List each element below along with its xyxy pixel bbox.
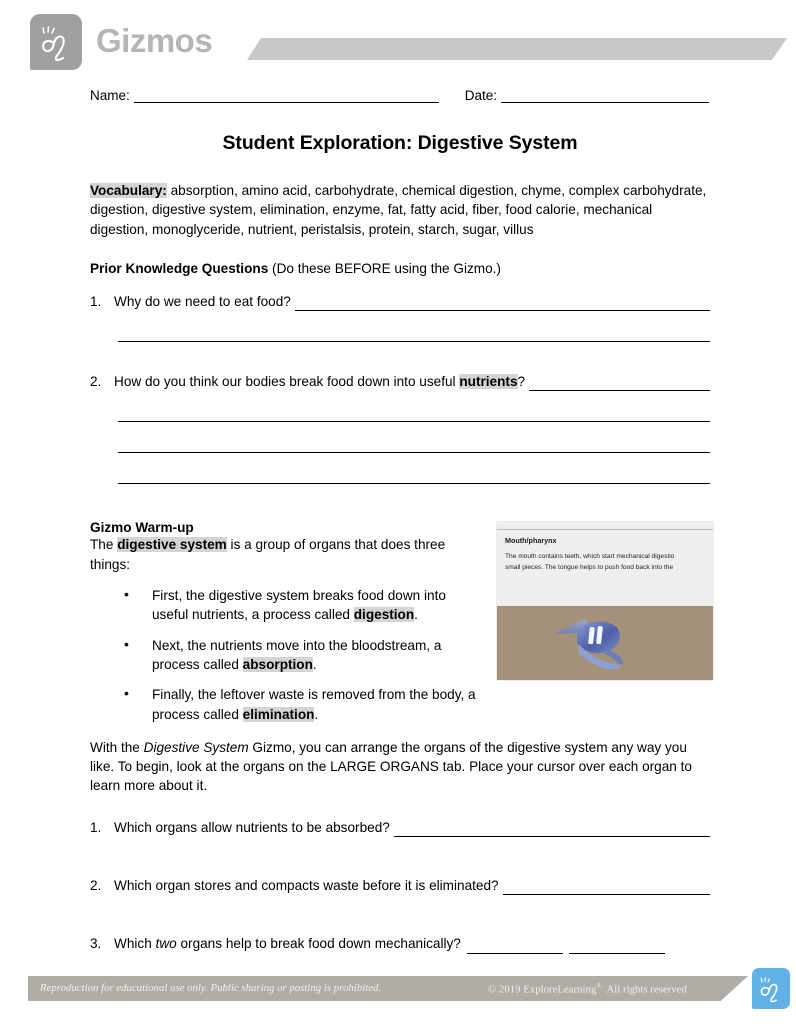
bullet-pre: Finally, the leftover waste is removed from the body, a process called <box>152 687 476 722</box>
organ-tooltip <box>497 530 713 606</box>
pk-question-1 <box>90 292 710 311</box>
page-footer <box>0 966 796 1010</box>
answer-line[interactable] <box>529 375 710 391</box>
bullet-post: . <box>312 656 317 672</box>
explorelearning-logo-icon <box>30 14 82 70</box>
highlighted-term: digestion <box>353 607 415 623</box>
organ-questions-section <box>90 818 710 954</box>
question-text-post: ? <box>517 374 526 390</box>
instructions-post: Gizmo, you can arrange the organs of the digestive system any way you like. To begin, look at the organs on the LARGE ORGANS tab. Place your cursor over each organ to learn more about it. <box>90 739 692 794</box>
warmup-text-column <box>90 520 482 723</box>
question-number: 2. <box>90 878 102 894</box>
date-input-line[interactable] <box>501 88 709 103</box>
question-text: Which organ stores and compacts waste before it is eliminated? <box>114 878 499 894</box>
brand-name: Gizmos <box>96 22 213 59</box>
answer-line[interactable] <box>118 482 710 484</box>
question-text-pre: Which <box>114 936 156 952</box>
question-number: 1. <box>90 819 102 835</box>
page-title: Student Exploration: Digestive System <box>222 132 578 154</box>
prior-knowledge-heading-bold: Prior Knowledge Questions <box>90 260 269 276</box>
question-text-post: organs help to break food down mechanically? <box>176 936 461 952</box>
name-label: Name: <box>90 88 130 103</box>
answer-line[interactable] <box>295 295 710 311</box>
question-text: Why do we need to eat food? <box>114 293 291 309</box>
bullet-pre: First, the digestive system breaks food down into useful nutrients, a process called <box>152 588 446 623</box>
screenshot-top-strip <box>497 522 713 530</box>
organ-question-2 <box>90 876 710 895</box>
answer-line[interactable] <box>394 821 710 837</box>
warmup-intro-post: is a group of organs that does three things: <box>90 537 446 572</box>
list-item <box>124 586 482 625</box>
tooltip-line-2: small pieces. The tongue helps to push food back into the <box>505 563 674 571</box>
warmup-intro-pre: The <box>90 537 118 553</box>
question-number: 2. <box>90 374 102 390</box>
question-text <box>114 372 525 391</box>
pk-question-2 <box>90 372 710 391</box>
registered-trademark-symbol: ® <box>596 982 602 990</box>
highlighted-term: absorption <box>242 656 313 672</box>
footer-reproduction-notice: Reproduction for educational use only. Public sharing or posting is prohibited. <box>40 982 382 994</box>
mouth-pharynx-organ-icon[interactable] <box>549 610 659 680</box>
question-text: Which organs allow nutrients to be absorbed? <box>114 819 390 835</box>
answer-line[interactable] <box>118 340 710 342</box>
explorelearning-footer-logo-icon <box>752 968 790 1009</box>
prior-knowledge-heading <box>90 261 710 276</box>
question-number: 3. <box>90 936 102 952</box>
name-date-row <box>90 88 710 103</box>
list-item <box>124 685 482 724</box>
footer-copyright <box>488 982 687 996</box>
company-name: ExploreLearning <box>523 983 597 996</box>
bullet-post: . <box>414 607 418 623</box>
date-label: Date: <box>464 88 498 103</box>
page-header <box>0 0 796 82</box>
answer-line[interactable] <box>503 879 710 895</box>
organ-question-1 <box>90 818 710 837</box>
answer-line[interactable] <box>118 451 710 453</box>
vocabulary-terms: absorption, amino acid, carbohydrate, chemical digestion, chyme, complex carbohydrate, digestion, digestive system, elimination, enzyme, fat, fatty acid, fiber, food calorie, mechanical digestion, monoglyceride, nutrient, peristalsis, protein, starch, sugar, villus <box>90 183 707 237</box>
name-input-line[interactable] <box>134 88 439 103</box>
gizmo-canvas[interactable] <box>497 606 713 680</box>
highlighted-term: elimination <box>242 706 315 722</box>
warmup-bullet-list <box>90 586 482 724</box>
question-text <box>114 934 461 953</box>
gizmo-name-italic: Digestive System <box>143 739 249 755</box>
highlighted-term: digestive system <box>117 537 227 553</box>
vocabulary-label: Vocabulary: <box>90 183 167 198</box>
prior-knowledge-heading-rest: (Do these BEFORE using the Gizmo.) <box>268 260 501 276</box>
emphasis-two: two <box>155 936 177 952</box>
warmup-heading: Gizmo Warm-up <box>90 520 194 536</box>
gizmo-screenshot[interactable] <box>497 522 713 680</box>
list-item <box>124 636 482 675</box>
warmup-intro <box>90 535 482 574</box>
copyright-symbol: © <box>488 983 497 996</box>
answer-line[interactable] <box>467 938 563 954</box>
rights-reserved: All rights reserved <box>606 983 687 996</box>
gizmo-instructions <box>90 738 710 796</box>
highlighted-term: nutrients <box>459 374 518 390</box>
answer-line[interactable] <box>118 420 710 422</box>
tooltip-line-1: The mouth contains teeth, which start mechanical digestio <box>505 553 675 561</box>
bullet-pre: Next, the nutrients move into the bloodstream, a process called <box>152 637 442 672</box>
gizmo-warmup-section <box>90 520 710 723</box>
question-text-pre: How do you think our bodies break food down into useful <box>114 374 460 390</box>
document-body <box>90 132 710 954</box>
tooltip-title: Mouth/pharynx <box>505 536 557 546</box>
organ-question-3 <box>90 934 710 953</box>
answer-line[interactable] <box>569 938 665 954</box>
question-number: 1. <box>90 293 102 309</box>
bullet-post: . <box>314 706 319 722</box>
instructions-pre: With the <box>90 739 144 755</box>
prior-knowledge-section <box>90 261 710 485</box>
header-accent-bar <box>247 38 787 60</box>
copyright-year: 2019 <box>498 983 521 996</box>
vocabulary-paragraph <box>90 181 710 239</box>
vocabulary-section <box>90 181 710 239</box>
